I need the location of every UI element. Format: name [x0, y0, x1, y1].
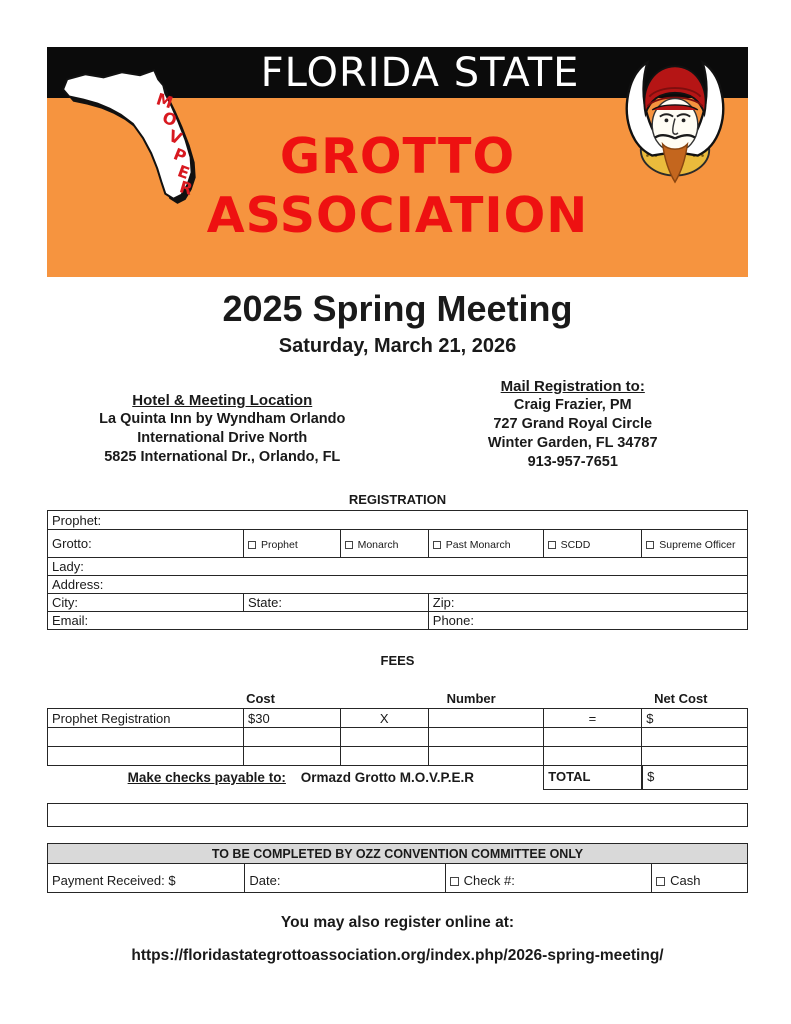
checkbox-cell-monarch[interactable] [340, 530, 428, 558]
empty-cell[interactable] [642, 747, 748, 766]
checkbox-label: Supreme Officer [659, 539, 736, 551]
zip-field[interactable]: Zip: [428, 594, 747, 612]
grotto-field[interactable]: Grotto: [48, 530, 244, 558]
registration-heading: REGISTRATION [348, 492, 447, 507]
payment-received-field[interactable]: Payment Received: $ [48, 864, 245, 893]
hotel-location-block [47, 377, 398, 473]
fees-heading: FEES [380, 653, 415, 668]
cost-column-label: Cost [246, 691, 275, 706]
table-row [48, 612, 748, 630]
empty-cell[interactable] [428, 728, 543, 747]
association-title-line2: ASSOCIATION [206, 187, 589, 244]
fee-number-cell[interactable] [428, 709, 543, 728]
registration-url[interactable]: https://floridastategrottoassociation.org/index.php/2026-spring-meeting/ [131, 947, 664, 964]
fee-equals-cell: = [543, 709, 642, 728]
fee-item-label: Prophet Registration [48, 709, 244, 728]
cash-cell[interactable] [652, 864, 748, 893]
meeting-title: 2025 Spring Meeting [222, 288, 573, 329]
phone-field[interactable]: Phone: [428, 612, 747, 630]
payee-name: Ormazd Grotto M.O.V.P.E.R [300, 770, 475, 785]
checkbox-label: Prophet [261, 539, 298, 551]
cash-label: Cash [670, 873, 701, 888]
committee-heading: TO BE COMPLETED BY OZZ CONVENTION COMMITTEE ONLY [48, 844, 748, 864]
checkbox-icon[interactable] [345, 541, 353, 549]
table-row [48, 558, 748, 576]
table-row [48, 576, 748, 594]
checkbox-cell-supreme-officer[interactable] [642, 530, 748, 558]
registration-table [47, 510, 748, 630]
table-row [48, 747, 748, 766]
table-row [48, 530, 748, 558]
check-number-label: Check #: [463, 873, 515, 888]
checkbox-cell-scdd[interactable] [543, 530, 642, 558]
check-number-cell[interactable] [445, 864, 652, 893]
checkbox-label: Past Monarch [445, 539, 511, 551]
city-field[interactable]: City: [48, 594, 244, 612]
checkbox-icon[interactable] [656, 877, 665, 886]
empty-cell[interactable] [48, 747, 244, 766]
empty-cell[interactable] [244, 728, 341, 747]
table-row [48, 844, 748, 864]
banner-title: FLORIDA STATE [260, 50, 580, 96]
association-header [47, 47, 748, 277]
checkbox-icon[interactable] [548, 541, 556, 549]
meeting-date: Saturday, March 21, 2026 [278, 335, 517, 357]
mail-heading: Mail Registration to: [500, 378, 645, 395]
total-amount-box[interactable]: $ [642, 766, 748, 790]
register-online-text: You may also register online at: [280, 914, 515, 931]
prophet-field[interactable]: Prophet: [48, 511, 748, 530]
checkbox-icon[interactable] [646, 541, 654, 549]
hotel-line: International Drive North [137, 430, 308, 446]
mail-line: Craig Frazier, PM [513, 397, 632, 413]
make-checks-label: Make checks payable to: [127, 770, 286, 785]
map-letter-p: P [170, 144, 190, 167]
empty-cell[interactable] [244, 747, 341, 766]
notes-box[interactable] [47, 803, 748, 827]
map-letter-e: E [175, 161, 192, 184]
address-field[interactable]: Address: [48, 576, 748, 594]
hotel-line: La Quinta Inn by Wyndham Orlando [99, 411, 346, 427]
checkbox-icon[interactable] [248, 541, 256, 549]
fee-net-cost-cell[interactable]: $ [642, 709, 748, 728]
checkbox-cell-past-monarch[interactable] [428, 530, 543, 558]
table-row [48, 511, 748, 530]
checkbox-label: SCDD [560, 539, 591, 551]
mail-line: 727 Grand Royal Circle [493, 416, 653, 432]
fee-cost-cell: $30 [244, 709, 341, 728]
map-letter-m: M [153, 89, 176, 113]
checks-row [47, 766, 748, 790]
mail-line: 913-957-7651 [527, 454, 618, 470]
net-cost-column-label: Net Cost [654, 691, 708, 706]
checkbox-label: Monarch [357, 539, 399, 551]
info-row [47, 377, 748, 473]
association-title [47, 127, 748, 245]
empty-cell[interactable] [340, 747, 428, 766]
table-row [48, 709, 748, 728]
mail-registration-block [398, 377, 749, 473]
table-row [48, 864, 748, 893]
empty-cell[interactable] [642, 728, 748, 747]
hotel-heading: Hotel & Meeting Location [132, 392, 313, 409]
table-row [48, 728, 748, 747]
empty-cell[interactable] [543, 747, 642, 766]
map-letter-r: R [177, 177, 195, 199]
checkbox-icon[interactable] [433, 541, 441, 549]
empty-cell[interactable] [48, 728, 244, 747]
checkbox-icon[interactable] [450, 877, 459, 886]
empty-cell[interactable] [428, 747, 543, 766]
lady-field[interactable]: Lady: [48, 558, 748, 576]
state-field[interactable]: State: [244, 594, 429, 612]
fees-table [47, 708, 748, 766]
date-field[interactable]: Date: [245, 864, 445, 893]
table-row [48, 594, 748, 612]
number-column-label: Number [446, 691, 496, 706]
form-content [47, 47, 748, 965]
mail-line: Winter Garden, FL 34787 [487, 435, 658, 451]
fees-column-labels [47, 691, 748, 708]
map-letter-v: V [165, 126, 185, 149]
total-label-box: TOTAL [543, 766, 642, 790]
hotel-line: 5825 International Dr., Orlando, FL [104, 449, 341, 465]
email-field[interactable]: Email: [48, 612, 429, 630]
association-title-line1: GROTTO [279, 128, 516, 185]
fee-times-cell: X [340, 709, 428, 728]
committee-table [47, 843, 748, 893]
map-letter-o: O [159, 107, 180, 131]
empty-cell[interactable] [340, 728, 428, 747]
checkbox-cell-prophet[interactable] [244, 530, 341, 558]
empty-cell[interactable] [543, 728, 642, 747]
